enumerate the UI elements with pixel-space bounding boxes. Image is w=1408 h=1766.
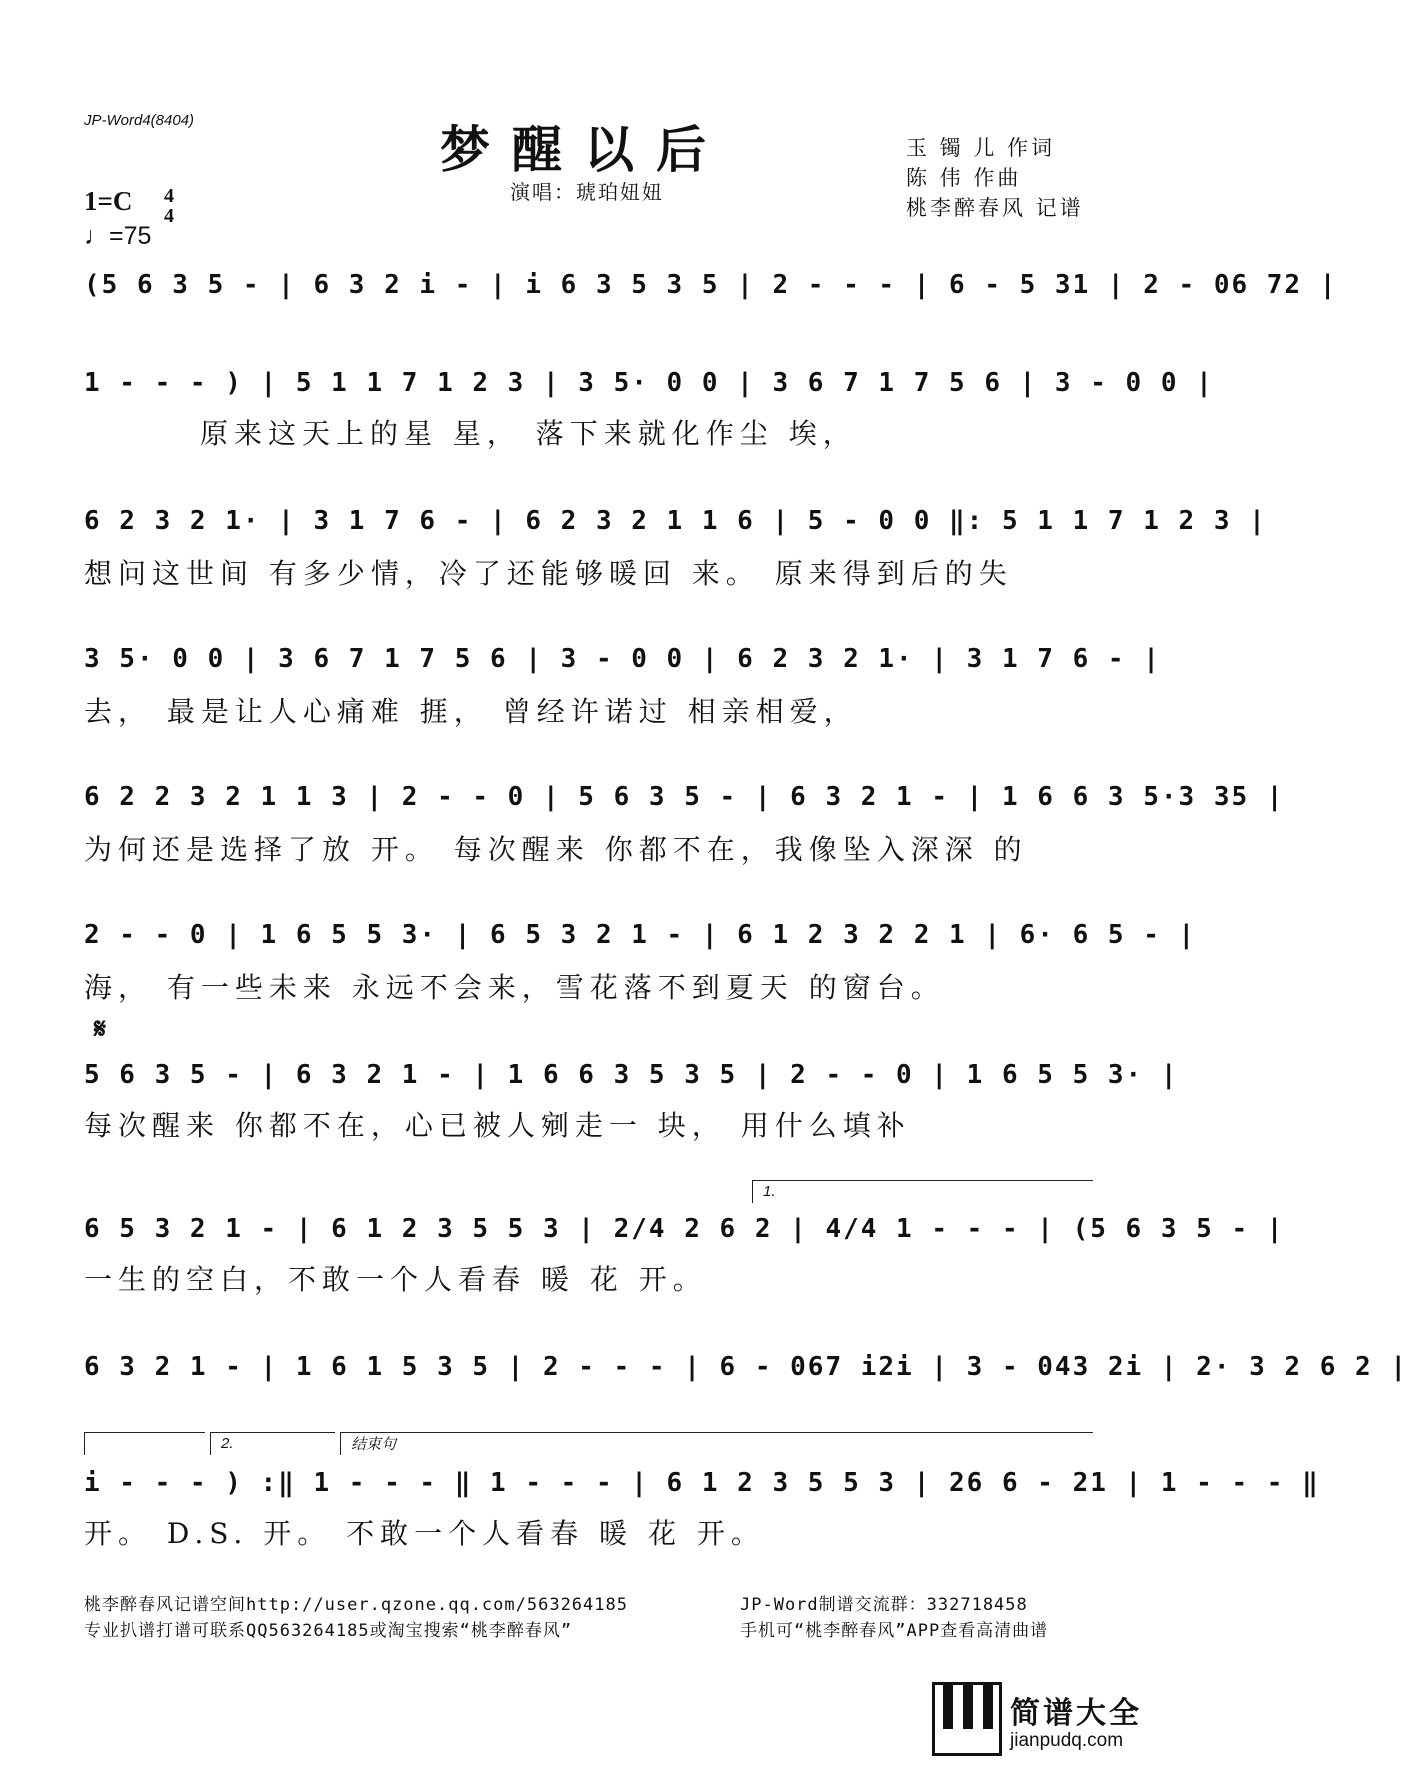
key-signature: 1=C <box>84 186 133 216</box>
notation-line-9: 6 3 2 1 - | 1 6 1 5 3 5 | 2 - - - | 6 - 067 i2i | 3 - 043 2i | 2· 3 2 6 2 | <box>84 1352 1408 1382</box>
piano-logo-icon <box>932 1682 1002 1756</box>
lyric-line-3: 想问这世间 有多少情，冷了还能够暖回 来。 原来得到后的失 <box>84 557 1013 590</box>
transcriber-credit: 桃李醉春风 记谱 <box>906 196 1084 220</box>
lyricist-credit: 玉 镯 儿 作词 <box>906 136 1056 160</box>
notation-line-5: 6 2 2 3 2 1 1 3 | 2 - - 0 | 5 6 3 5 - | 6 3 2 1 - | 1 6 6 3 5·3 35 | <box>84 782 1285 812</box>
tempo-marking: ♩=75 <box>84 222 152 250</box>
second-ending-bracket <box>210 1432 335 1455</box>
song-title: 梦醒以后 <box>440 120 728 179</box>
notation-line-7: 5 6 3 5 - | 6 3 2 1 - | 1 6 6 3 5 3 5 | 2 - - 0 | 1 6 5 5 3· | <box>84 1060 1179 1090</box>
footer-website: 桃李醉春风记谱空间http://user.qzone.qq.com/563264185 <box>84 1595 628 1615</box>
brand-name: 简谱大全 <box>1010 1696 1142 1731</box>
repeat-bracket <box>84 1432 205 1455</box>
notation-line-2: 1 - - - ) | 5 1 1 7 1 2 3 | 3 5· 0 0 | 3 6 7 1 7 5 6 | 3 - 0 0 | <box>84 368 1214 398</box>
footer-contact: 专业扒谱打谱可联系QQ563264185或淘宝搜索“桃李醉春风” <box>84 1621 573 1641</box>
second-ending-label: 2. <box>221 1435 234 1452</box>
lyric-line-5: 为何还是选择了放 开。 每次醒来 你都不在，我像坠入深深 的 <box>84 833 1028 866</box>
segno-sign: 𝄋 <box>94 1012 107 1045</box>
notation-line-6: 2 - - 0 | 1 6 5 5 3· | 6 5 3 2 1 - | 6 1 2 3 2 2 1 | 6· 6 5 - | <box>84 920 1197 950</box>
app-label: JP-Word4(8404) <box>84 112 195 129</box>
coda-bracket <box>340 1432 1093 1455</box>
time-sig-top: 4 <box>164 185 174 207</box>
first-ending-bracket <box>752 1180 1093 1203</box>
notation-line-1: (5 6 3 5 - | 6 3 2 i - | i 6 3 5 3 5 | 2 - - - | 6 - 5 31 | 2 - 06 72 | <box>84 270 1338 300</box>
first-ending-label: 1. <box>763 1183 776 1200</box>
brand-url: jianpudq.com <box>1010 1730 1124 1751</box>
notation-line-4: 3 5· 0 0 | 3 6 7 1 7 5 6 | 3 - 0 0 | 6 2 3 2 1· | 3 1 7 6 - | <box>84 644 1161 674</box>
notation-line-10: i - - - ) :‖ 1 - - - ‖ 1 - - - | 6 1 2 3 5 5 3 | 26 6 - 21 | 1 - - - ‖ <box>84 1468 1320 1498</box>
singer-credit: 演唱：琥珀妞妞 <box>510 180 664 204</box>
notation-line-3: 6 2 3 2 1· | 3 1 7 6 - | 6 2 3 2 1 1 6 | 5 - 0 0 ‖: 5 1 1 7 1 2 3 | <box>84 506 1267 536</box>
time-sig-bottom: 4 <box>164 205 174 227</box>
lyric-line-6: 海， 有一些未来 永远不会来，雪花落不到夏天 的窗台。 <box>84 971 945 1004</box>
time-signature <box>164 186 174 226</box>
lyric-line-10: 开。 D.S. 开。 不敢一个人看春 暖 花 开。 <box>84 1517 765 1550</box>
lyric-line-8: 一生的空白，不敢一个人看春 暖 花 开。 <box>84 1263 707 1296</box>
composer-credit: 陈 伟 作曲 <box>906 166 1022 190</box>
footer-app: 手机可“桃李醉春风”APP查看高清曲谱 <box>740 1621 1049 1641</box>
lyric-line-4: 去， 最是让人心痛难 捱， 曾经许诺过 相亲相爱， <box>84 695 858 728</box>
footer-group: JP-Word制谱交流群：332718458 <box>740 1595 1028 1615</box>
lyric-line-2: 原来这天上的星 星， 落下来就化作尘 埃， <box>200 417 857 450</box>
lyric-line-7: 每次醒来 你都不在，心已被人剜走一 块， 用什么填补 <box>84 1109 911 1142</box>
notation-line-8: 6 5 3 2 1 - | 6 1 2 3 5 5 3 | 2/4 2 6 2 | 4/4 1 - - - | (5 6 3 5 - | <box>84 1214 1285 1244</box>
coda-label: 结束句 <box>351 1436 397 1453</box>
